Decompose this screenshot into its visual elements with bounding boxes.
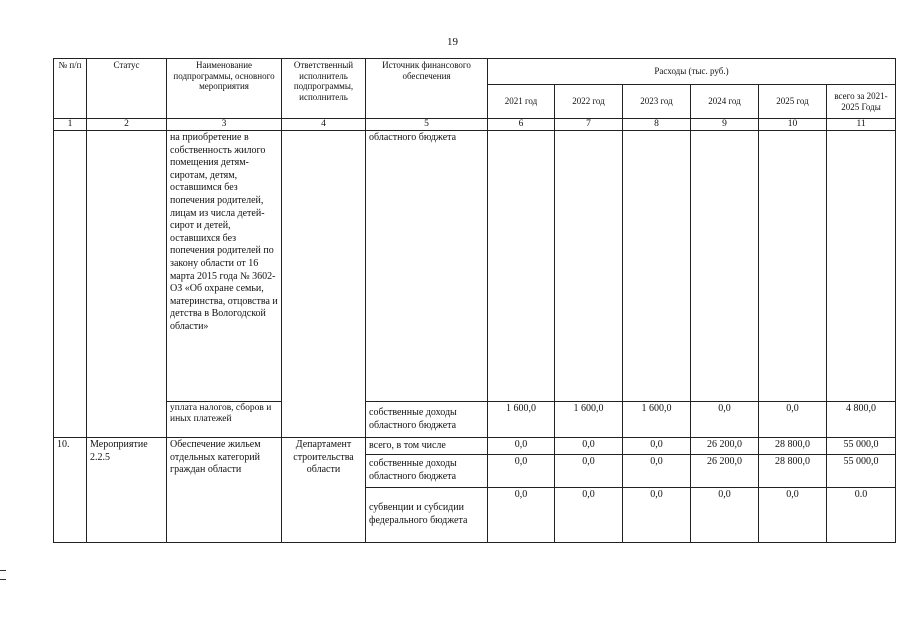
value-2025: 28 800,0 (759, 438, 827, 455)
value-2025: 28 800,0 (759, 455, 827, 488)
value-2024: 26 200,0 (691, 455, 759, 488)
value-2021: 0,0 (488, 438, 555, 455)
funding-source: областного бюджета (366, 131, 488, 402)
column-number-row (54, 119, 896, 131)
header-name: Наименование подпрограммы, основного мероприятия (167, 59, 282, 119)
activity-name: на приобретение в собственность жилого помещения детям-сиротам, детям, оставшимся без попечения родителей, лицам из числа детей-сирот и детей, оставшихся без попечения родителей по закону области от 16 марта 2015 года № 3602-ОЗ «Об охране семьи, материнства, отцовства и детства в Вологодской области» (167, 131, 282, 402)
header-status: Статус (87, 59, 167, 119)
value-cell (691, 131, 759, 402)
num-cell (54, 131, 87, 438)
header-row (54, 59, 896, 85)
funding-source: субвенции и субсидии федерального бюджета (366, 488, 488, 543)
value-2023: 0,0 (623, 438, 691, 455)
value-total: 4 800,0 (827, 402, 896, 438)
value-cell (623, 131, 691, 402)
value-2023: 0,0 (623, 455, 691, 488)
value-2023: 1 600,0 (623, 402, 691, 438)
value-2025: 0,0 (759, 488, 827, 543)
table-row (54, 402, 896, 438)
value-2022: 1 600,0 (555, 402, 623, 438)
value-cell (827, 131, 896, 402)
column-number: 1 (54, 119, 87, 131)
value-2023: 0,0 (623, 488, 691, 543)
header-year-2022: 2022 год (555, 85, 623, 119)
table-row (54, 438, 896, 455)
event-name: Обеспечение жильем отдельных категорий граждан области (167, 438, 282, 543)
event-status: Мероприятие 2.2.5 (87, 438, 167, 543)
column-number: 9 (691, 119, 759, 131)
header-year-2025: 2025 год (759, 85, 827, 119)
budget-table (53, 58, 896, 543)
value-cell (555, 131, 623, 402)
value-2024: 0,0 (691, 488, 759, 543)
column-number: 10 (759, 119, 827, 131)
value-2022: 0,0 (555, 488, 623, 543)
value-2021: 1 600,0 (488, 402, 555, 438)
header-expenses: Расходы (тыс. руб.) (488, 59, 896, 85)
column-number: 8 (623, 119, 691, 131)
value-2022: 0,0 (555, 455, 623, 488)
funding-source: собственные доходы областного бюджета (366, 455, 488, 488)
header-year-2023: 2023 год (623, 85, 691, 119)
event-responsible: Департамент строительства области (282, 438, 366, 543)
header-responsible: Ответственный исполнитель подпрограммы, исполнитель (282, 59, 366, 119)
header-total: всего за 2021-2025 Годы (827, 85, 896, 119)
value-total: 0.0 (827, 488, 896, 543)
value-cell (759, 131, 827, 402)
column-number: 3 (167, 119, 282, 131)
value-2021: 0,0 (488, 488, 555, 543)
column-number: 11 (827, 119, 896, 131)
column-number: 6 (488, 119, 555, 131)
value-total: 55 000,0 (827, 455, 896, 488)
funding-source: всего, в том числе (366, 438, 488, 455)
column-number: 5 (366, 119, 488, 131)
activity-name: уплата налогов, сборов и иных платежей (167, 402, 282, 438)
status-cell (87, 131, 167, 438)
header-num: № п/п (54, 59, 87, 119)
value-cell (488, 131, 555, 402)
value-2024: 26 200,0 (691, 438, 759, 455)
column-number: 2 (87, 119, 167, 131)
header-year-2024: 2024 год (691, 85, 759, 119)
header-source: Источник финансового обеспечения (366, 59, 488, 119)
column-number: 4 (282, 119, 366, 131)
header-year-2021: 2021 год (488, 85, 555, 119)
table-row (54, 131, 896, 402)
page-number: 19 (447, 36, 458, 48)
value-total: 55 000,0 (827, 438, 896, 455)
event-num: 10. (54, 438, 87, 543)
funding-source: собственные доходы областного бюджета (366, 402, 488, 438)
responsible-cell (282, 131, 366, 438)
value-2021: 0,0 (488, 455, 555, 488)
value-2022: 0,0 (555, 438, 623, 455)
column-number: 7 (555, 119, 623, 131)
value-2024: 0,0 (691, 402, 759, 438)
margin-mark (0, 570, 6, 580)
value-2025: 0,0 (759, 402, 827, 438)
